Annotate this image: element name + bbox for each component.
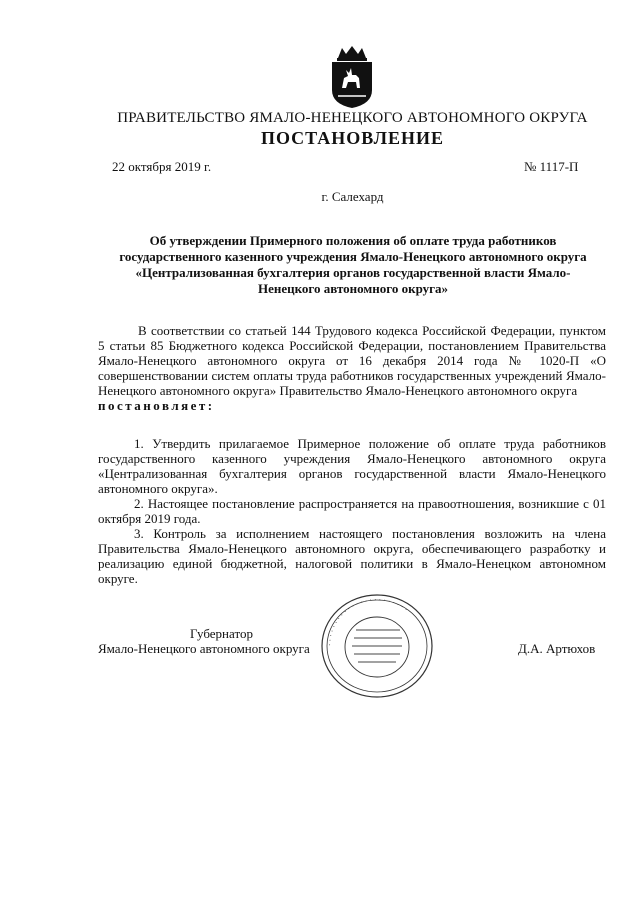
signer-name: Д.А. Артюхов [518, 641, 596, 656]
resolves-word: постановляет: [98, 398, 215, 413]
resolution-item-1: 1. Утвердить прилагаемое Примерное положение об оплате труда работников государственного казенного учреждения Ямало-Ненецкого автономного округа «Централизованная бухгалтерия органов государственной власти Ямало-Ненецкого автономного округа». [98, 436, 606, 496]
signer-position-line1: Губернатор [190, 626, 253, 641]
resolution-item-2: 2. Настоящее постановление распространяется на правоотношения, возникшие с 01 октября 2019 года. [98, 496, 606, 526]
preamble-text: В соответствии со статьей 144 Трудового кодекса Российской Федерации, пунктом 5 статьи 85 Бюджетного кодекса Российской Федерации, постановлением Правительства Ямало-Ненецкого автономного округа от 16 декабря 2014 года № 1020-П «О совершенствовании систем оплаты труда работников государственных учреждений Ямало-Ненецкого автономного округа» Правительство Ямало-Ненецкого автономного округа [98, 323, 606, 398]
resolution-items [98, 436, 606, 586]
preamble [98, 323, 606, 413]
document-type: ПОСТАНОВЛЕНИЕ [260, 128, 445, 148]
document-number: № 1117-П [524, 159, 579, 174]
signer-position-line2: Ямало-Ненецкого автономного округа [98, 641, 310, 656]
official-seal-stamp [318, 592, 436, 700]
document-city: г. Салехард [321, 189, 384, 204]
government-title: ПРАВИТЕЛЬСТВО ЯМАЛО-НЕНЕЦКОГО АВТОНОМНОГО ОКРУГА [117, 110, 588, 126]
svg-text:· · · · · · · · · · · · · · ·: · · · · · · · · · · · · · · · · · · · · · · · [325, 595, 410, 647]
coat-of-arms-icon [326, 44, 378, 110]
document-date: 22 октября 2019 г. [112, 159, 212, 174]
resolution-item-3: 3. Контроль за исполнением настоящего постановления возложить на члена Правительства Ямало-Ненецкого автономного округа, обеспечивающего разработку и реализацию единой бюджетной, налоговой политики в Ямало-Ненецком автономном округе. [98, 526, 606, 586]
document-title: Об утверждении Примерного положения об оплате труда работников государственного казенного учреждения Ямало-Ненецкого автономного округа «Централизованная бухгалтерия органов государственной власти Ямало-Ненецкого автономного округа» [119, 233, 587, 296]
